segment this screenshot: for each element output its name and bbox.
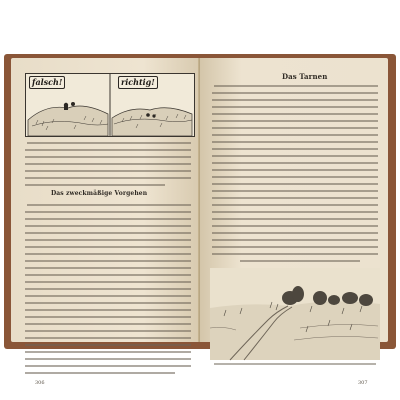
right-label: richtig! bbox=[118, 76, 158, 89]
page-number-right: 307 bbox=[358, 380, 368, 386]
page-heading: Das Tarnen bbox=[282, 72, 328, 81]
landscape-illustration bbox=[210, 268, 380, 360]
section-heading: Das zweckmäßige Vorgehen bbox=[51, 190, 148, 197]
wrong-label: falsch! bbox=[29, 76, 65, 89]
landscape-drawing bbox=[210, 268, 380, 360]
page-number-left: 306 bbox=[35, 380, 45, 386]
right-page bbox=[200, 58, 388, 386]
left-page bbox=[11, 58, 200, 386]
comparison-illustration bbox=[25, 73, 195, 137]
